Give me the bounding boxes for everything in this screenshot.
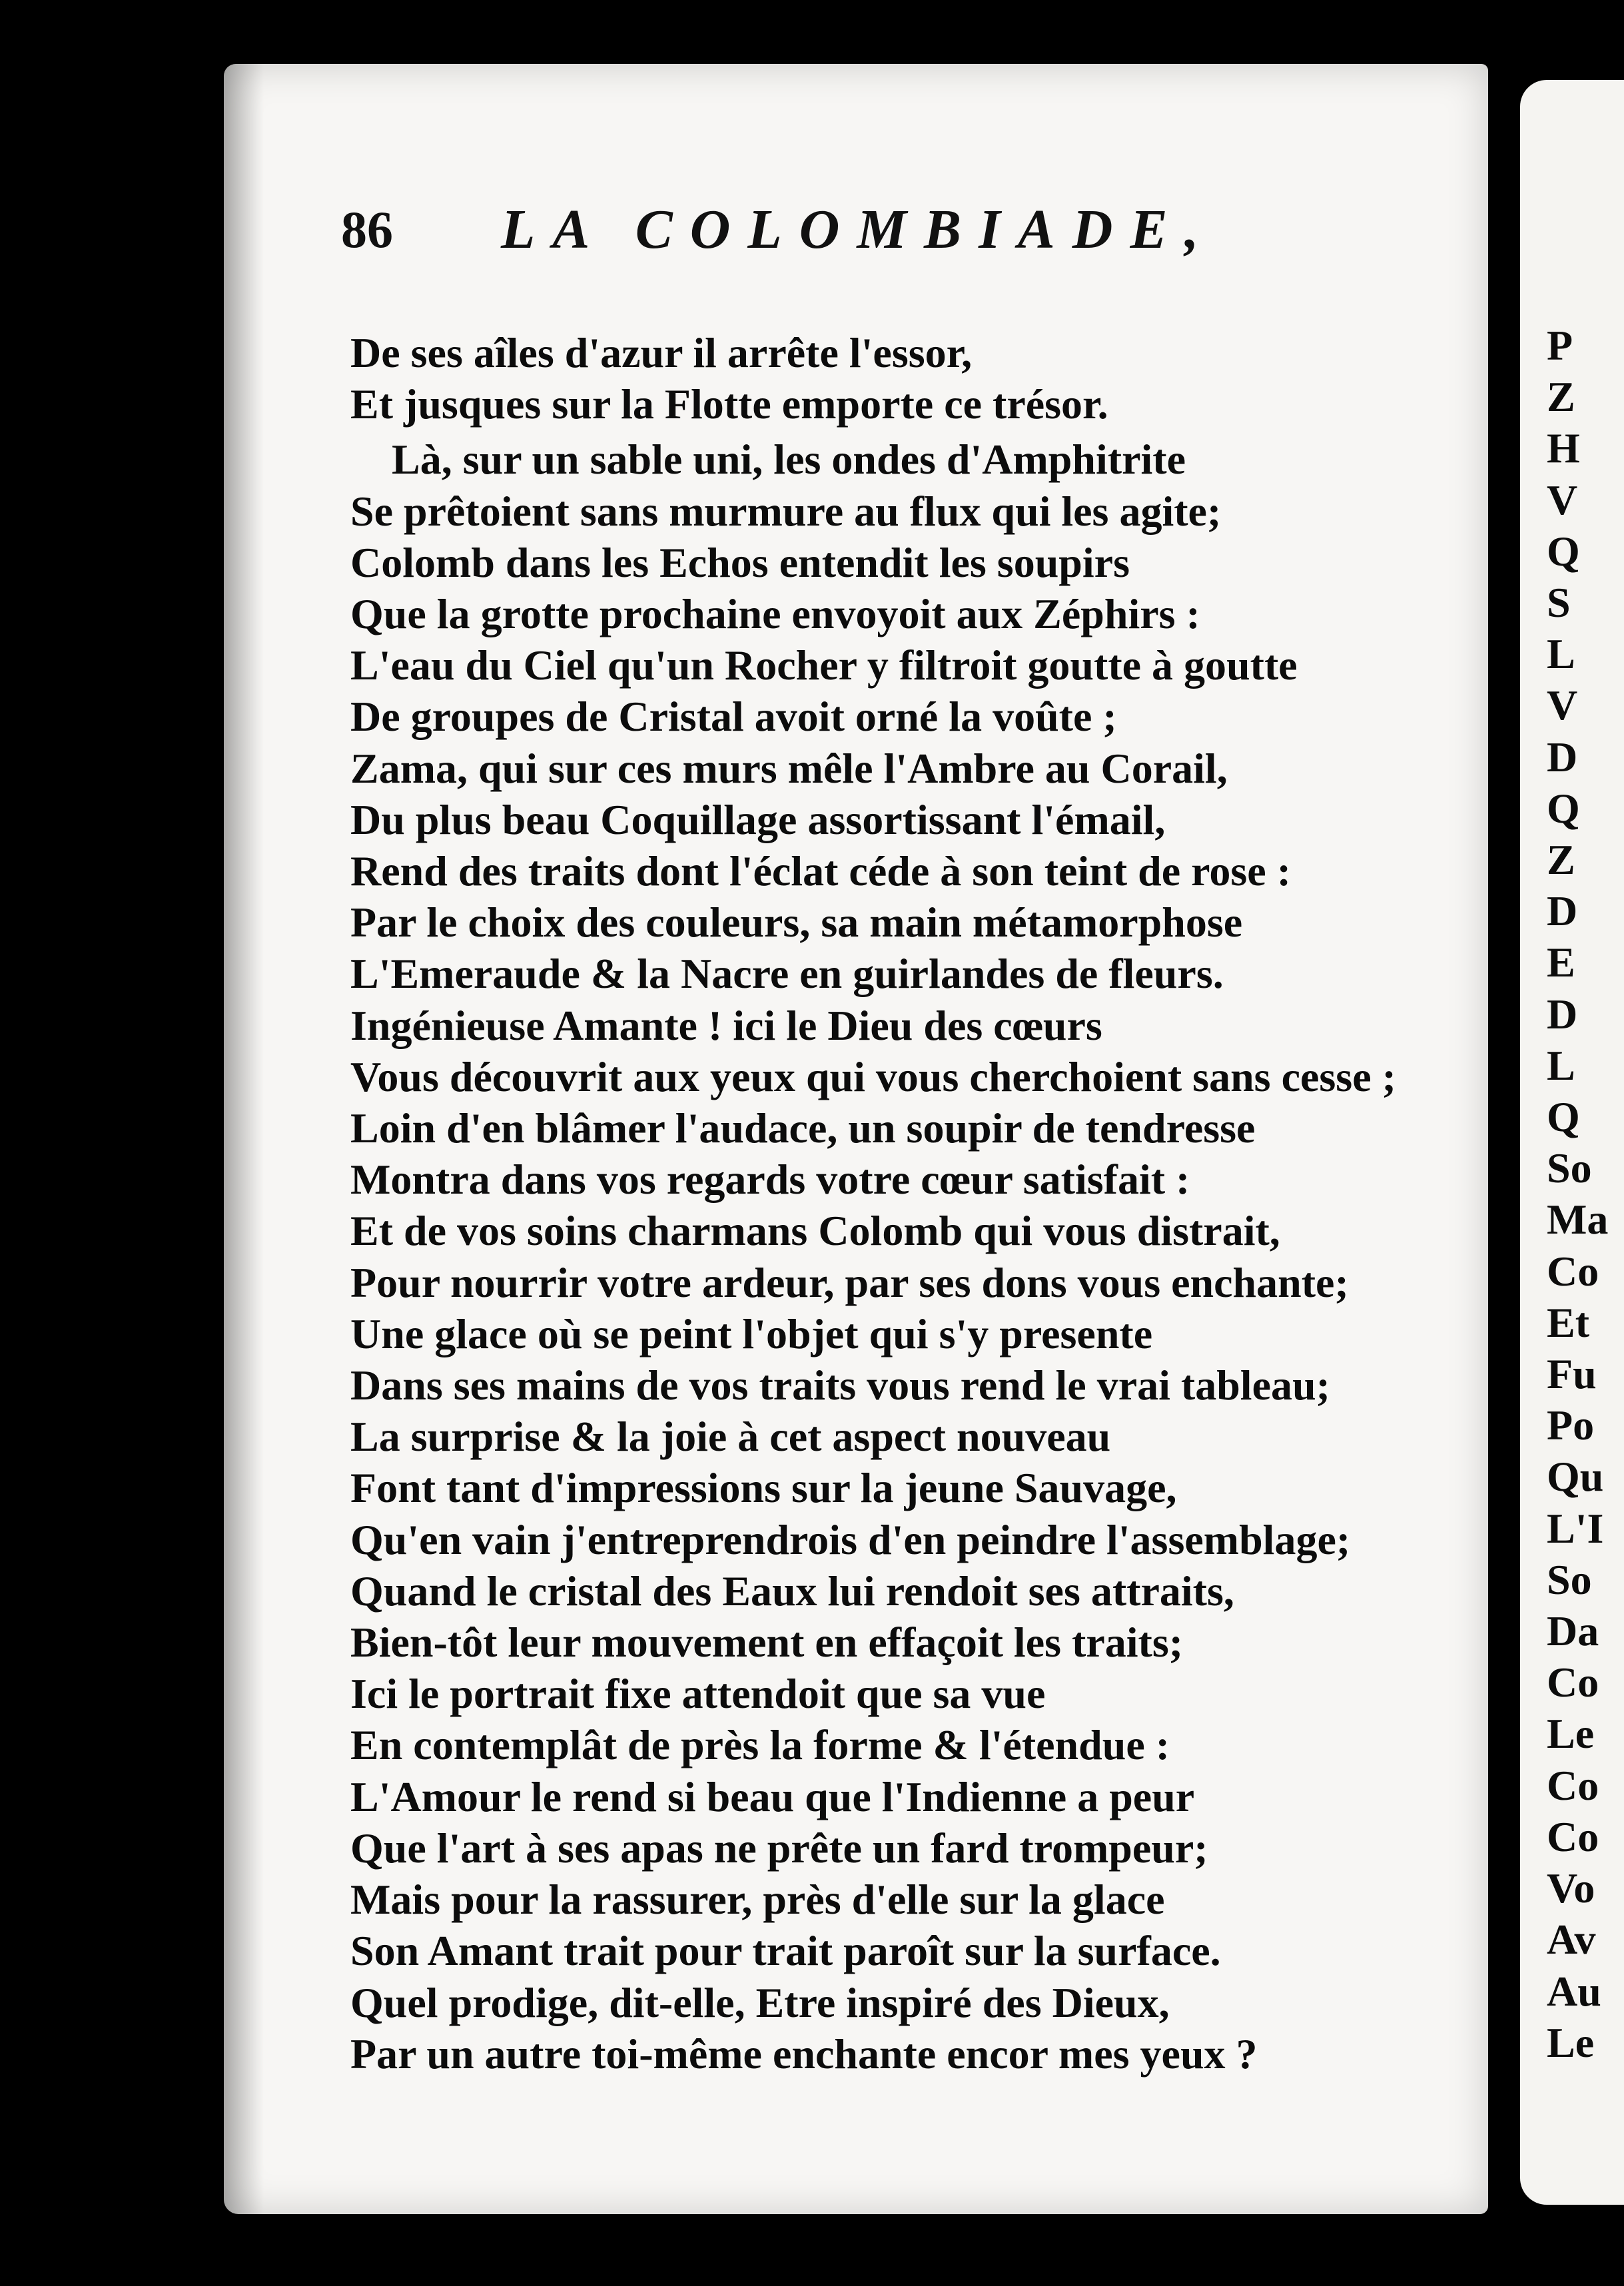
verse-line: La surprise & la joie à cet aspect nouveau <box>350 1413 1111 1461</box>
facing-fragment: E <box>1547 939 1575 986</box>
verse-line: Loin d'en blâmer l'audace, un soupir de tendresse <box>350 1104 1256 1152</box>
verse-line: L'Amour le rend si beau que l'Indienne a peur <box>350 1772 1195 1820</box>
verse-line: Qu'en vain j'entreprendrois d'en peindre l'assemblage; <box>350 1515 1351 1563</box>
facing-fragment: L <box>1547 630 1575 678</box>
facing-fragment: Le <box>1547 2018 1595 2066</box>
verse-line: Ingénieuse Amante ! ici le Dieu des cœurs <box>350 1001 1102 1049</box>
facing-fragment: L <box>1547 1041 1575 1089</box>
verse-line: Que l'art à ses apas ne prête un fard trompeur; <box>350 1824 1208 1872</box>
page-number: 86 <box>341 200 393 258</box>
facing-fragment: Fu <box>1547 1350 1597 1398</box>
facing-fragment: Qu <box>1547 1453 1604 1501</box>
facing-fragment: Le <box>1547 1710 1595 1758</box>
verse-line: Quand le cristal des Eaux lui rendoit ses attraits, <box>350 1567 1234 1615</box>
verse-line: Pour nourrir votre ardeur, par ses dons vous enchante; <box>350 1258 1349 1306</box>
facing-fragment: Z <box>1547 836 1575 884</box>
facing-fragment: Co <box>1547 1761 1599 1809</box>
facing-fragment: V <box>1547 476 1578 524</box>
facing-fragment: Q <box>1547 1093 1580 1141</box>
facing-fragment: Au <box>1547 1967 1601 2015</box>
facing-fragment: Q <box>1547 527 1580 575</box>
verse-line: Là, sur un sable uni, les ondes d'Amphitrite <box>392 436 1186 484</box>
verse-line: L'eau du Ciel qu'un Rocher y filtroit goutte à goutte <box>350 641 1298 689</box>
facing-fragment: Co <box>1547 1247 1599 1295</box>
verse-line: Vous découvrit aux yeux qui vous cherchoient sans cesse ; <box>350 1052 1396 1100</box>
verse-line: De ses aîles d'azur il arrête l'essor, <box>350 329 973 376</box>
facing-page-edge <box>1520 80 1624 2205</box>
facing-fragment: Co <box>1547 1812 1599 1860</box>
facing-fragment: So <box>1547 1144 1592 1192</box>
facing-fragment: D <box>1547 990 1578 1038</box>
facing-fragment: Ma <box>1547 1196 1609 1244</box>
facing-fragment: Z <box>1547 373 1575 421</box>
facing-fragment: Et <box>1547 1298 1589 1346</box>
verse-line: Montra dans vos regards votre cœur satisfait : <box>350 1156 1190 1204</box>
running-title: LA COLOMBIADE, <box>501 198 1216 260</box>
verse-line: Une glace où se peint l'objet qui s'y presente <box>350 1310 1153 1357</box>
verse-line: Se prêtoient sans murmure au flux qui les agite; <box>350 487 1222 535</box>
facing-page-text <box>1547 320 1608 2068</box>
verse-line: Quel prodige, dit-elle, Etre inspiré des Dieux, <box>350 1978 1170 2026</box>
verse-line: De groupes de Cristal avoit orné la voûte ; <box>350 693 1117 741</box>
facing-fragment: D <box>1547 887 1578 935</box>
verse-line: Du plus beau Coquillage assortissant l'émail, <box>350 795 1166 843</box>
verse-line: L'Emeraude & la Nacre en guirlandes de fleurs. <box>350 950 1224 998</box>
facing-fragment: H <box>1547 424 1580 472</box>
facing-fragment: D <box>1547 733 1578 781</box>
page-header <box>341 190 1473 284</box>
facing-fragment: Av <box>1547 1916 1596 1964</box>
verse-line: Son Amant trait pour trait paroît sur la surface. <box>350 1927 1221 1975</box>
verse-line: Zama, qui sur ces murs mêle l'Ambre au Corail, <box>350 744 1228 792</box>
facing-fragment: P <box>1547 322 1573 369</box>
facing-fragment: So <box>1547 1555 1592 1603</box>
verse-line: Et jusques sur la Flotte emporte ce trésor. <box>350 380 1108 428</box>
verse-line: Colomb dans les Echos entendit les soupirs <box>350 538 1130 586</box>
facing-fragment: L'I <box>1547 1504 1604 1552</box>
facing-fragment: Q <box>1547 784 1580 832</box>
facing-fragment: Co <box>1547 1659 1599 1707</box>
facing-fragment: Vo <box>1547 1864 1595 1912</box>
verse-line: Par le choix des couleurs, sa main métamorphose <box>350 899 1243 947</box>
verse-line: Bien-tôt leur mouvement en effaçoit les traits; <box>350 1619 1184 1667</box>
verse-line: Par un autre toi-même enchante encor mes yeux ? <box>350 2030 1258 2078</box>
verse-line: Et de vos soins charmans Colomb qui vous distrait, <box>350 1207 1280 1255</box>
facing-fragment: Po <box>1547 1401 1595 1449</box>
verse-line: Que la grotte prochaine envoyoit aux Zéphirs : <box>350 590 1200 638</box>
facing-fragment: V <box>1547 681 1578 729</box>
verse-text <box>350 327 1469 2080</box>
verse-line: Mais pour la rassurer, près d'elle sur la glace <box>350 1876 1165 1924</box>
facing-fragment: S <box>1547 579 1571 627</box>
book-page <box>224 64 1488 2214</box>
facing-fragment: Da <box>1547 1607 1599 1655</box>
verse-line: En contemplât de près la forme & l'étendue : <box>350 1721 1170 1769</box>
verse-line: Ici le portrait fixe attendoit que sa vue <box>350 1670 1046 1718</box>
verse-line: Dans ses mains de vos traits vous rend le vrai tableau; <box>350 1361 1330 1409</box>
verse-line: Rend des traits dont l'éclat céde à son teint de rose : <box>350 847 1291 895</box>
verse-line: Font tant d'impressions sur la jeune Sauvage, <box>350 1464 1177 1512</box>
